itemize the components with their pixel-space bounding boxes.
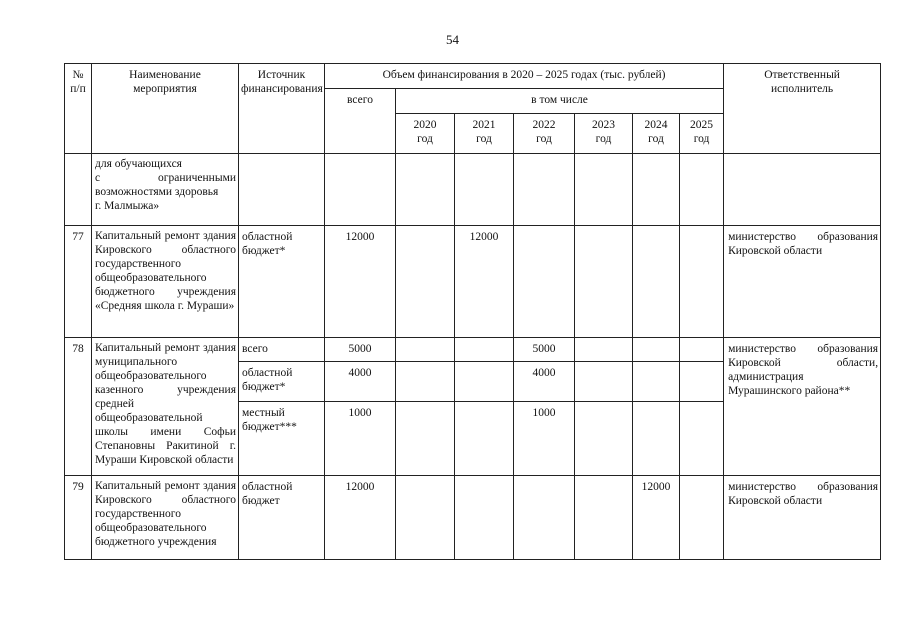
row-79-2025 <box>680 476 724 560</box>
row-77-2023 <box>575 226 633 338</box>
row-78-2021-all <box>455 338 514 362</box>
row-78-2020-regional <box>396 362 455 402</box>
row-78-responsible: министерство образования Кировской области, администрация Мурашинского района** <box>724 338 881 476</box>
row-78-2024-regional <box>633 362 680 402</box>
cont-empty-2023 <box>575 154 633 226</box>
row-79-2021 <box>455 476 514 560</box>
page-number: 54 <box>446 32 459 47</box>
funding-table <box>64 63 881 560</box>
cont-empty-2021 <box>455 154 514 226</box>
row-78-total-regional: 4000 <box>325 362 396 402</box>
row-77-2024 <box>633 226 680 338</box>
row-78-name: Капитальный ремонт здания муниципального общеобразовательного казенного учреждения средней общеобразовательной школы имени Софьи Степановны Ракитиной г. Мураши Кировской области <box>92 338 239 476</box>
row-79-2022 <box>514 476 575 560</box>
header-num: № п/п <box>65 64 92 154</box>
row-78-2024-all <box>633 338 680 362</box>
row-78-2024-local <box>633 402 680 476</box>
header-year-2024: 2024 год <box>633 114 680 154</box>
header-name: Наименование мероприятия <box>92 64 239 154</box>
row-78-2022-regional: 4000 <box>514 362 575 402</box>
row-79-2024: 12000 <box>633 476 680 560</box>
row-78-2023-local <box>575 402 633 476</box>
row-77-source: областной бюджет* <box>239 226 325 338</box>
cont-empty-total <box>325 154 396 226</box>
row-77-2022 <box>514 226 575 338</box>
header-source: Источник финансирования <box>239 64 325 154</box>
header-year-2020: 2020 год <box>396 114 455 154</box>
cont-empty-2024 <box>633 154 680 226</box>
table-row-78 <box>65 338 881 362</box>
row-78-2022-all: 5000 <box>514 338 575 362</box>
row-77-total: 12000 <box>325 226 396 338</box>
row-77-2021: 12000 <box>455 226 514 338</box>
header-responsible: Ответственный исполнитель <box>724 64 881 154</box>
table-row-continuation <box>65 154 881 226</box>
row-78-num: 78 <box>65 338 92 476</box>
row-79-source: областной бюджет <box>239 476 325 560</box>
header-year-2022: 2022 год <box>514 114 575 154</box>
row-79-num: 79 <box>65 476 92 560</box>
table-row-79 <box>65 476 881 560</box>
row-78-2022-local: 1000 <box>514 402 575 476</box>
row-77-responsible: министерство образования Кировской области <box>724 226 881 338</box>
row-78-2023-all <box>575 338 633 362</box>
row-78-2020-local <box>396 402 455 476</box>
header-including: в том числе <box>396 89 724 114</box>
header-volume: Объем финансирования в 2020 – 2025 годах (тыс. рублей) <box>325 64 724 89</box>
row-78-source-all: всего <box>239 338 325 362</box>
row-78-2025-regional <box>680 362 724 402</box>
header-year-2025: 2025 год <box>680 114 724 154</box>
header-row-1 <box>65 64 881 89</box>
header-year-2023: 2023 год <box>575 114 633 154</box>
row-78-total-all: 5000 <box>325 338 396 362</box>
row-79-name: Капитальный ремонт здания Кировского областного государственного общеобразовательного бюджетного учреждения <box>92 476 239 560</box>
cont-empty-2022 <box>514 154 575 226</box>
row-79-responsible: министерство образования Кировской области <box>724 476 881 560</box>
row-77-num: 77 <box>65 226 92 338</box>
cont-num-cell <box>65 154 92 226</box>
row-78-total-local: 1000 <box>325 402 396 476</box>
row-79-2023 <box>575 476 633 560</box>
header-total: всего <box>325 89 396 154</box>
cont-empty-2025 <box>680 154 724 226</box>
cont-empty-responsible <box>724 154 881 226</box>
row-78-2023-regional <box>575 362 633 402</box>
row-78-2025-all <box>680 338 724 362</box>
row-78-2021-local <box>455 402 514 476</box>
cont-name: для обучающихся с ограниченными возможностями здоровья г. Малмыжа» <box>92 154 239 226</box>
row-79-2020 <box>396 476 455 560</box>
header-year-2021: 2021 год <box>455 114 514 154</box>
row-79-total: 12000 <box>325 476 396 560</box>
row-77-2020 <box>396 226 455 338</box>
row-77-2025 <box>680 226 724 338</box>
row-78-2020-all <box>396 338 455 362</box>
cont-empty-source <box>239 154 325 226</box>
cont-empty-2020 <box>396 154 455 226</box>
row-78-source-local: местный бюджет*** <box>239 402 325 476</box>
row-78-2025-local <box>680 402 724 476</box>
row-77-name: Капитальный ремонт здания Кировского областного государственного общеобразовательного бюджетного учреждения «Средняя школа г. Мураши» <box>92 226 239 338</box>
table-row-77 <box>65 226 881 338</box>
row-78-source-regional: областной бюджет* <box>239 362 325 402</box>
row-78-2021-regional <box>455 362 514 402</box>
